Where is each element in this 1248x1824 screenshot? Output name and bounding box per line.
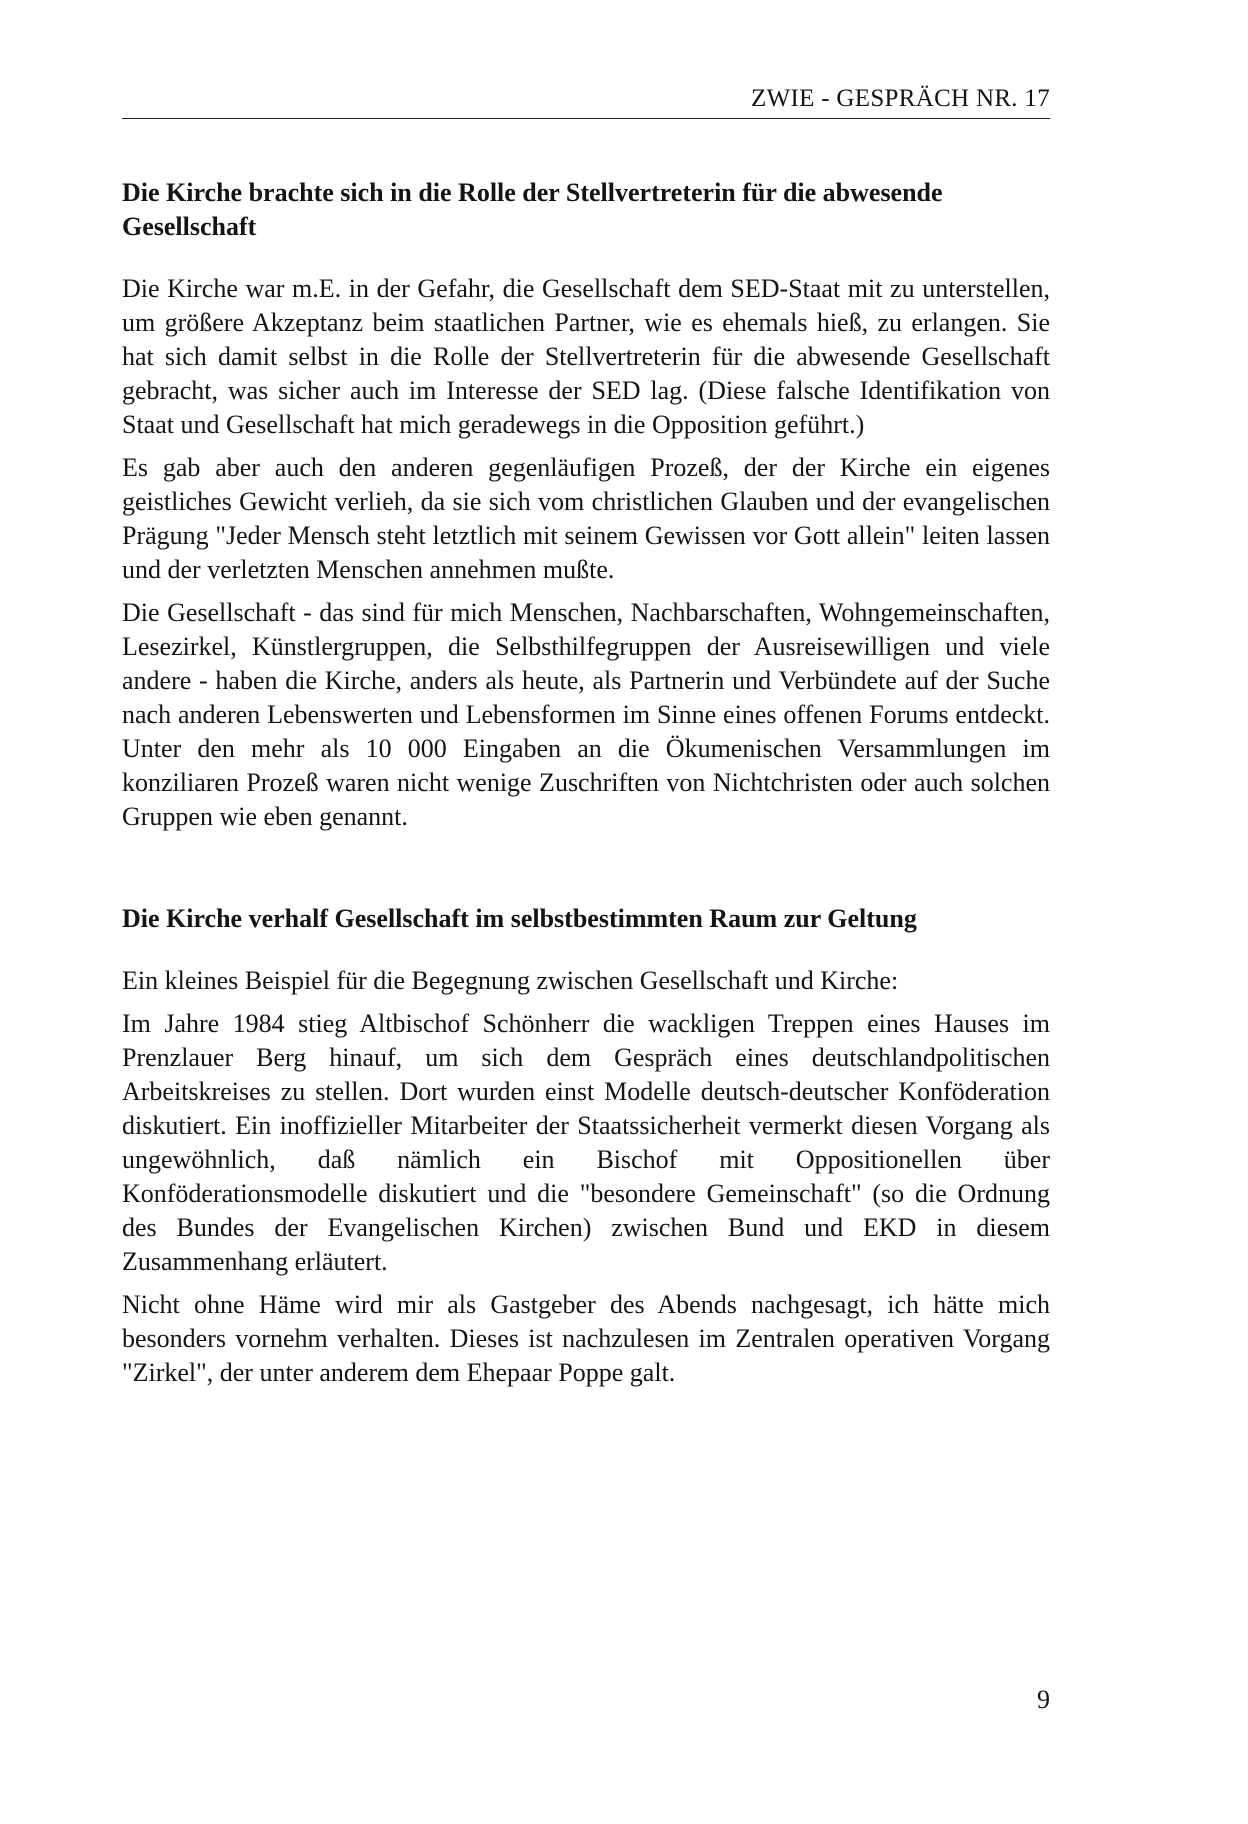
header-rule <box>122 118 1050 119</box>
page-number: 9 <box>1037 1685 1050 1714</box>
section-heading-2: Die Kirche verhalf Gesellschaft im selbstbestimmten Raum zur Geltung <box>122 904 917 933</box>
paragraph: Nicht ohne Häme wird mir als Gastgeber des Abends nachgesagt, ich hätte mich besonders vornehm verhalten. Dieses ist nachzulesen im Zentralen operativen Vorgang "Zirkel", der unter anderem dem Ehepaar Poppe galt. <box>122 1290 1050 1387</box>
section-heading-1: Die Kirche brachte sich in die Rolle der Stellvertreterin für die abwesende Gesellschaft <box>122 178 943 241</box>
page-body <box>122 176 1050 1390</box>
paragraph: Im Jahre 1984 stieg Altbischof Schönherr die wackligen Treppen eines Hauses im Prenzlauer Berg hinauf, um sich dem Gespräch eines deutschlandpolitischen Arbeitskreises zu stellen. Dort wurden einst Modelle deutsch-deutscher Konföderation diskutiert. Ein inoffizieller Mitarbeiter der Staatssicherheit vermerkt diesen Vorgang als ungewöhnlich, daß nämlich ein Bischof mit Oppositionellen über Konföderationsmodelle diskutiert und die "besondere Gemeinschaft" (so die Ordnung des Bundes der Evangelischen Kirchen) zwischen Bund und EKD in diesem Zusammenhang erläutert. <box>122 1009 1050 1276</box>
running-header: ZWIE - GESPRÄCH NR. 17 <box>751 85 1050 112</box>
paragraph: Ein kleines Beispiel für die Begegnung zwischen Gesellschaft und Kirche: <box>122 966 899 995</box>
document-page <box>122 0 1050 1824</box>
paragraph: Die Kirche war m.E. in der Gefahr, die Gesellschaft dem SED-Staat mit zu unterstellen, um größere Akzeptanz beim staatlichen Partner, wie es ehemals hieß, zu erlangen. Sie hat sich damit selbst in die Rolle der Stellvertreterin für die abwesende Gesellschaft gebracht, was sicher auch im Interesse der SED lag. (Diese falsche Identifikation von Staat und Gesellschaft hat mich geradewegs in die Opposition geführt.) <box>122 274 1050 439</box>
paragraph: Es gab aber auch den anderen gegenläufigen Prozeß, der der Kirche ein eigenes geistliches Gewicht verlieh, da sie sich vom christlichen Glauben und der evangelischen Prägung "Jeder Mensch steht letztlich mit seinem Gewissen vor Gott allein" leiten lassen und der verletzten Menschen annehmen mußte. <box>122 453 1050 584</box>
paragraph: Die Gesellschaft - das sind für mich Menschen, Nachbarschaften, Wohngemeinschaften, Lesezirkel, Künstlergruppen, die Selbsthilfegruppen der Ausreisewilligen und viele andere - haben die Kirche, anders als heute, als Partnerin und Verbündete auf der Suche nach anderen Lebenswerten und Lebensformen im Sinne eines offenen Forums entdeckt. Unter den mehr als 10 000 Eingaben an die Ökumenischen Versammlungen im konziliaren Prozeß waren nicht wenige Zuschriften von Nichtchristen oder auch solchen Gruppen wie eben genannt. <box>122 598 1050 831</box>
